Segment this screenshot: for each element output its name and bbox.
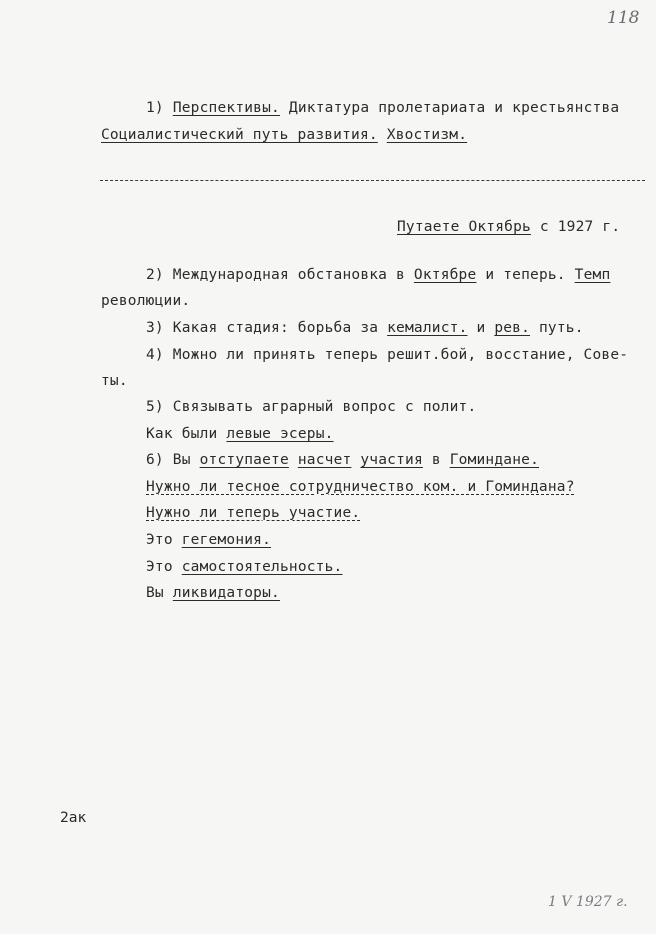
participation-word: участия — [360, 452, 423, 468]
liquidators-prefix: Вы — [146, 585, 164, 601]
section-1-line-2 — [101, 126, 467, 144]
item-6-line-2 — [146, 478, 575, 496]
perspectives-text: Перспективы. — [172, 100, 280, 116]
item-2-text-b: и теперь. — [485, 267, 566, 283]
cooperation-question: Нужно ли тесное сотрудничество ком. и Гоминдана? — [146, 479, 575, 495]
liquidators-word: ликвидаторы. — [172, 585, 280, 601]
liquidators-line — [146, 584, 280, 602]
item-3-text-b: путь. — [538, 320, 584, 336]
kemalist-word: кемалист. — [387, 320, 468, 336]
tempo-word: Темп — [574, 267, 611, 283]
section-1-number: 1) — [146, 100, 164, 116]
guomindang-word: Гоминдане. — [449, 452, 540, 468]
item-3-line — [146, 319, 584, 337]
october-note — [397, 218, 620, 236]
page-number: 118 — [607, 8, 640, 28]
item-6-text-a: 6) Вы — [146, 452, 191, 468]
independence-line — [146, 558, 342, 576]
socialist-path-text: Социалистический путь развития. — [101, 127, 378, 143]
item-2-line-1 — [146, 266, 610, 284]
rev-word: рев. — [494, 320, 531, 336]
hegemony-line — [146, 531, 271, 549]
item-3-text-a: 3) Какая стадия: борьба за — [146, 320, 379, 336]
item-2-text-a: 2) Международная обстановка в — [146, 267, 405, 283]
october-note-rest: с 1927 г. — [539, 219, 621, 235]
section-1-line-1 — [146, 99, 619, 117]
item-6-in: в — [431, 452, 441, 468]
item-2-line-2: революции. — [101, 293, 191, 309]
october-word: Октябре — [413, 267, 477, 283]
item-5-text-b: Как были — [146, 426, 218, 442]
item-4-line-2: ты. — [101, 373, 128, 389]
about-word: насчет — [297, 452, 352, 468]
item-4-line-1: 4) Можно ли принять теперь решит.бой, восстание, Сове- — [146, 347, 629, 363]
confuse-october-text: Путаете Октябрь — [397, 219, 531, 235]
item-6-line-3 — [146, 504, 360, 522]
item-3-and: и — [476, 320, 486, 336]
tailism-text: Хвостизм. — [386, 127, 468, 143]
participation-question: Нужно ли теперь участие. — [146, 505, 361, 521]
hegemony-word: гегемония. — [181, 532, 272, 548]
footer-code: 2ак — [60, 810, 87, 826]
item-6-line-1 — [146, 451, 539, 469]
dictatorship-text: Диктатура пролетариата и крестьянства — [288, 100, 620, 116]
left-sr-text: левые эсеры. — [226, 426, 334, 442]
handwritten-date: 1 V 1927 г. — [548, 894, 628, 910]
hegemony-prefix: Это — [146, 532, 173, 548]
retreat-word: отступаете — [199, 452, 289, 468]
separator-rule — [100, 180, 645, 181]
item-5-line-2 — [146, 425, 334, 443]
independence-prefix: Это — [146, 559, 173, 575]
independence-word: самостоятельность. — [181, 559, 343, 575]
item-5-line-1: 5) Связывать аграрный вопрос с полит. — [146, 399, 477, 415]
